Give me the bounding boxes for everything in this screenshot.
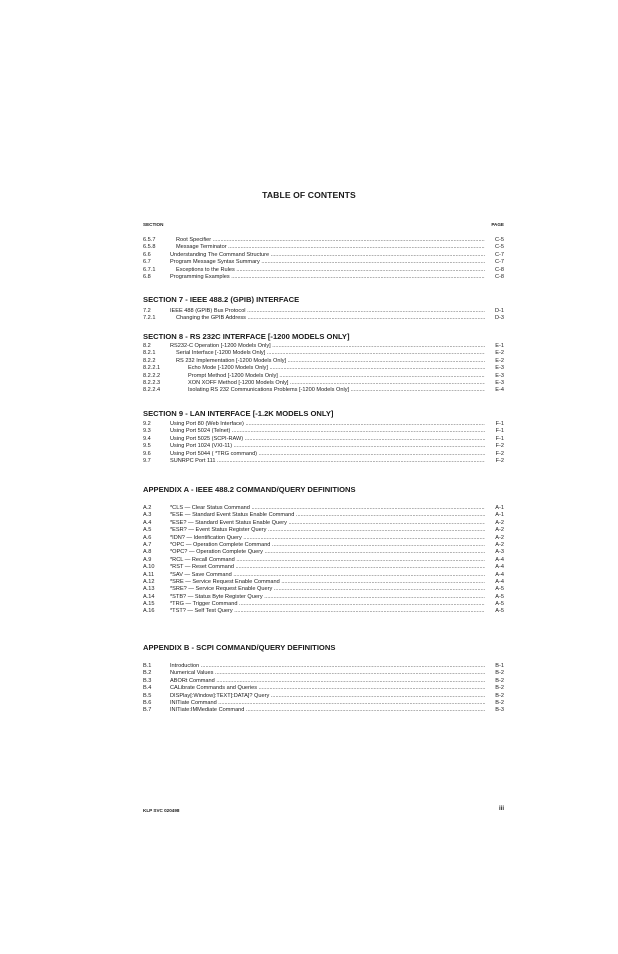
toc-entry-page: E-3 (495, 372, 504, 379)
toc-entry-title: Program Message Syntax Summary ..... (170, 259, 485, 266)
toc-entry-number: 8.2.2.3 (143, 379, 161, 386)
toc-entry-title: SUNRPC Port 111 ..... (170, 458, 485, 465)
toc-entry[interactable] (143, 350, 504, 357)
toc-entry[interactable] (143, 572, 504, 579)
toc-entry-page: D-1 (494, 308, 504, 314)
toc-entry-number: A.10 (143, 564, 155, 571)
toc-entry-title: Understanding The Command Structure ..... (170, 252, 485, 259)
toc-entry-number: 9.2 (143, 421, 151, 427)
toc-entry-number: B.6 (143, 699, 152, 706)
toc-entries (143, 237, 504, 281)
toc-entry[interactable] (143, 707, 504, 714)
toc-entry-page: A-3 (495, 549, 504, 556)
toc-entry-title: *SAV — Save Command ..... (170, 572, 485, 579)
toc-entry-page: A-2 (495, 541, 504, 548)
toc-entry[interactable] (143, 436, 504, 443)
toc-entry-page: C-7 (494, 251, 504, 258)
toc-entry[interactable] (143, 443, 504, 450)
toc-entry-number: 7.2 (143, 308, 151, 314)
toc-entry-page: B-2 (495, 692, 504, 699)
toc-entry-page: F-1 (495, 428, 504, 435)
toc-entry-page: C-7 (494, 259, 504, 266)
toc-entry-number: A.7 (143, 541, 152, 548)
toc-entry-page: A-4 (495, 564, 504, 571)
toc-entry-title: Isolating RS 232 Communications Problems [-1200 Models Only] ..... (188, 387, 485, 394)
toc-entry-number: A.13 (143, 586, 155, 593)
toc-entry-title: DISPlay[:Window]:TEXT[:DATA]? Query ..... (170, 693, 485, 700)
toc-entry-number: 9.4 (143, 435, 151, 442)
toc-entry-number: 6.8 (143, 273, 151, 280)
toc-entry-page: B-2 (495, 685, 504, 692)
toc-entry-page: B-2 (495, 677, 504, 684)
toc-entry[interactable] (143, 373, 504, 380)
toc-entry-title: Exceptions to the Rules ..... (176, 267, 485, 274)
toc-entry-page: A-4 (495, 571, 504, 578)
toc-entry-title: *ESE — Standard Event Status Enable Command ..... (170, 512, 485, 519)
toc-entry[interactable] (143, 663, 504, 670)
toc-entries (143, 663, 504, 715)
toc-entry-page: A-1 (495, 512, 504, 519)
toc-entry-number: 8.2.2.1 (143, 365, 161, 372)
toc-entry-title: Prompt Method [-1200 Models Only] ..... (188, 373, 485, 380)
toc-entry[interactable] (143, 685, 504, 692)
toc-entry-title: *OPC? — Operation Complete Query ..... (170, 549, 485, 556)
toc-entry-title: *OPC — Operation Complete Command ..... (170, 542, 485, 549)
toc-entry[interactable] (143, 421, 504, 428)
toc-entry[interactable] (143, 387, 504, 394)
toc-entry-number: 6.7.1 (143, 266, 156, 273)
section-heading: SECTION 8 - RS 232C INTERFACE [-1200 MODELS ONLY] (143, 332, 350, 341)
toc-entry-page: B-1 (495, 663, 504, 669)
toc-group-section6 (143, 237, 504, 281)
toc-entry[interactable] (143, 343, 504, 350)
toc-entry-page: A-2 (495, 527, 504, 534)
appendix-heading: APPENDIX B - SCPI COMMAND/QUERY DEFINITIONS (143, 643, 336, 652)
toc-entry-page: D-3 (494, 315, 504, 322)
toc-entry-page: A-2 (495, 519, 504, 526)
toc-entry-title: *STB? — Status Byte Register Query ..... (170, 594, 485, 601)
toc-entry-number: 9.6 (143, 450, 151, 457)
toc-entry[interactable] (143, 535, 504, 542)
toc-entry[interactable] (143, 557, 504, 564)
toc-entry-page: A-5 (495, 586, 504, 593)
toc-entry-page: C-8 (494, 273, 504, 280)
toc-entry-page: E-3 (495, 365, 504, 372)
toc-entry-title: *SRE? — Service Request Enable Query ..... (170, 586, 485, 593)
toc-entry-title: *IDN? — Identification Query ..... (170, 535, 485, 542)
column-header-section: SECTION (143, 222, 164, 227)
footer-doc-id: KLP SVC 020498 (143, 808, 180, 813)
toc-entry-number: 9.3 (143, 428, 151, 435)
toc-entry-number: B.1 (143, 663, 152, 669)
toc-group-section7 (143, 295, 504, 323)
toc-entry-page: A-1 (495, 505, 504, 511)
toc-entry-page: B-2 (495, 670, 504, 677)
toc-entry-page: C-5 (494, 237, 504, 243)
toc-entry-number: B.4 (143, 685, 152, 692)
toc-entry-number: 8.2.2.4 (143, 387, 161, 394)
toc-entry-title: Message Terminator ..... (176, 244, 485, 251)
toc-entry-number: A.2 (143, 505, 152, 511)
toc-entry[interactable] (143, 365, 504, 372)
toc-entry-page: B-3 (495, 707, 504, 714)
toc-entry-title: Using Port 80 (Web Interface) ..... (170, 421, 485, 428)
toc-entry-number: 8.2.2.2 (143, 372, 161, 379)
toc-entry[interactable] (143, 315, 504, 322)
toc-entry-title: *TST? — Self Test Query ..... (170, 608, 485, 615)
appendix-heading: APPENDIX A - IEEE 488.2 COMMAND/QUERY DEFINITIONS (143, 485, 356, 494)
toc-entry-number: 6.5.8 (143, 244, 156, 251)
toc-entry-title: Introduction ..... (170, 663, 485, 670)
toc-entry[interactable] (143, 586, 504, 593)
toc-entry-title: XON XOFF Method [-1200 Models Only] ..... (188, 380, 485, 387)
toc-entry[interactable] (143, 267, 504, 274)
toc-entry-page: F-1 (495, 421, 504, 427)
toc-entry-title: RS 232 Implementation [-1200 Models Only] ..... (176, 358, 485, 365)
toc-entry-title: *RST — Reset Command ..... (170, 564, 485, 571)
toc-entry-title: *TRG — Trigger Command ..... (170, 601, 485, 608)
toc-entry-title: Using Port 5025 (SCPI-RAW) ..... (170, 436, 485, 443)
toc-entry-number: A.9 (143, 556, 152, 563)
toc-entry-page: F-2 (495, 450, 504, 457)
toc-entry[interactable] (143, 428, 504, 435)
toc-entry-title: RS232-C Operation [-1200 Models Only] ..... (170, 343, 485, 350)
toc-entry-number: 6.6 (143, 251, 151, 258)
toc-entry-number: B.5 (143, 692, 152, 699)
toc-entry-number: A.12 (143, 578, 155, 585)
toc-entry-page: E-3 (495, 379, 504, 386)
toc-entry-title: *ESE? — Standard Event Status Enable Query ..... (170, 520, 485, 527)
toc-entry-title: *CLS — Clear Status Command ..... (170, 505, 485, 512)
toc-entry-title: *SRE — Service Request Enable Command ..... (170, 579, 485, 586)
toc-entry[interactable] (143, 693, 504, 700)
toc-entry[interactable] (143, 520, 504, 527)
toc-entry[interactable] (143, 358, 504, 365)
toc-entry-number: 9.5 (143, 443, 151, 450)
toc-entry-title: Changing the GPIB Address ..... (176, 315, 485, 322)
column-header-page: PAGE (491, 222, 504, 227)
toc-entry-title: INITiate:IMMediate Command ..... (170, 707, 485, 714)
toc-entry[interactable] (143, 608, 504, 615)
toc-entry-number: 9.7 (143, 457, 151, 464)
toc-entry[interactable] (143, 527, 504, 534)
toc-entries (143, 343, 504, 395)
toc-entry[interactable] (143, 244, 504, 251)
toc-entry[interactable] (143, 259, 504, 266)
column-headers (143, 222, 504, 227)
toc-entry[interactable] (143, 678, 504, 685)
toc-entry-page: C-5 (494, 244, 504, 251)
toc-entry-page: A-2 (495, 534, 504, 541)
toc-entry-number: 8.2.1 (143, 350, 156, 357)
toc-entry-number: B.2 (143, 670, 152, 677)
toc-entry-title: Using Port 5044 ( *TRG command) ..... (170, 451, 485, 458)
toc-entry-page: A-5 (495, 593, 504, 600)
section-heading: SECTION 7 - IEEE 488.2 (GPIB) INTERFACE (143, 295, 300, 304)
toc-entry-number: B.7 (143, 707, 152, 714)
toc-entry[interactable] (143, 252, 504, 259)
toc-entry-number: A.3 (143, 512, 152, 519)
toc-entry-number: B.3 (143, 677, 152, 684)
toc-entry-number: 8.2 (143, 343, 151, 349)
toc-entry[interactable] (143, 594, 504, 601)
toc-entry-title: Using Port 5024 (Telnet) ..... (170, 428, 485, 435)
toc-entry[interactable] (143, 380, 504, 387)
toc-entry-title: Using Port 1024 (VXI-11) ..... (170, 443, 485, 450)
toc-entry-number: 8.2.2 (143, 357, 156, 364)
toc-entry-page: E-2 (495, 357, 504, 364)
toc-entry[interactable] (143, 458, 504, 465)
toc-entry-title: CALibrate Commands and Queries ..... (170, 685, 485, 692)
toc-entry[interactable] (143, 512, 504, 519)
toc-entry-number: A.4 (143, 519, 152, 526)
toc-entry-title: *RCL — Recall Command ..... (170, 557, 485, 564)
toc-entry-number: A.14 (143, 593, 155, 600)
section-heading: SECTION 9 - LAN INTERFACE [-1.2K MODELS ONLY] (143, 409, 334, 418)
toc-entry[interactable] (143, 670, 504, 677)
toc-entry-page: E-4 (495, 387, 504, 394)
toc-group-appendix-b (143, 643, 504, 715)
toc-entry-number: A.16 (143, 608, 155, 615)
toc-entry[interactable] (143, 549, 504, 556)
toc-entry-page: C-8 (494, 266, 504, 273)
toc-entry[interactable] (143, 451, 504, 458)
toc-entry-title: Programming Examples ..... (170, 274, 485, 281)
toc-entry-number: A.5 (143, 527, 152, 534)
toc-group-section8 (143, 332, 504, 395)
toc-entry[interactable] (143, 601, 504, 608)
toc-entry-title: *ESR? — Event Status Register Query ..... (170, 527, 485, 534)
toc-entries (143, 421, 504, 465)
toc-entry-title: Root Specifier ..... (176, 237, 485, 244)
toc-entry[interactable] (143, 274, 504, 281)
toc-entry-title: Serial Interface [-1200 Models Only] ..... (176, 350, 485, 357)
toc-entries (143, 308, 504, 323)
toc-entry-title: ABORt Command ..... (170, 678, 485, 685)
toc-entry[interactable] (143, 564, 504, 571)
toc-entry-page: A-5 (495, 608, 504, 615)
page-title: TABLE OF CONTENTS (262, 190, 356, 200)
toc-entry-number: 6.5.7 (143, 237, 156, 243)
toc-entry-number: A.15 (143, 601, 155, 608)
footer-page-number: iii (498, 806, 504, 812)
toc-entry-number: 7.2.1 (143, 315, 156, 322)
toc-entry-title: IEEE 488 (GPIB) Bus Protocol ..... (170, 308, 485, 315)
toc-entry-page: F-2 (495, 443, 504, 450)
toc-entry-number: 6.7 (143, 259, 151, 266)
toc-entry-number: A.6 (143, 534, 152, 541)
toc-entry-title: INITiate Command ..... (170, 700, 485, 707)
toc-entry-page: B-2 (495, 699, 504, 706)
toc-entry-title: Echo Mode [-1200 Models Only] ..... (188, 365, 485, 372)
toc-group-appendix-a (143, 485, 504, 616)
toc-entry[interactable] (143, 542, 504, 549)
toc-entry[interactable] (143, 505, 504, 512)
toc-entry-number: A.11 (143, 571, 155, 578)
toc-entry-page: A-4 (495, 556, 504, 563)
toc-entry[interactable] (143, 700, 504, 707)
toc-entry-page: E-1 (495, 343, 504, 349)
toc-entry[interactable] (143, 579, 504, 586)
toc-entry-page: E-2 (495, 350, 504, 357)
toc-entry-number: A.8 (143, 549, 152, 556)
toc-entry-page: F-1 (495, 435, 504, 442)
toc-entry[interactable] (143, 308, 504, 315)
toc-group-section9 (143, 409, 504, 465)
toc-entry-page: A-5 (495, 601, 504, 608)
toc-entry-title: Numerical Values ..... (170, 670, 485, 677)
toc-entry[interactable] (143, 237, 504, 244)
toc-entries (143, 505, 504, 616)
toc-entry-page: F-2 (495, 457, 504, 464)
toc-entry-page: A-4 (495, 578, 504, 585)
